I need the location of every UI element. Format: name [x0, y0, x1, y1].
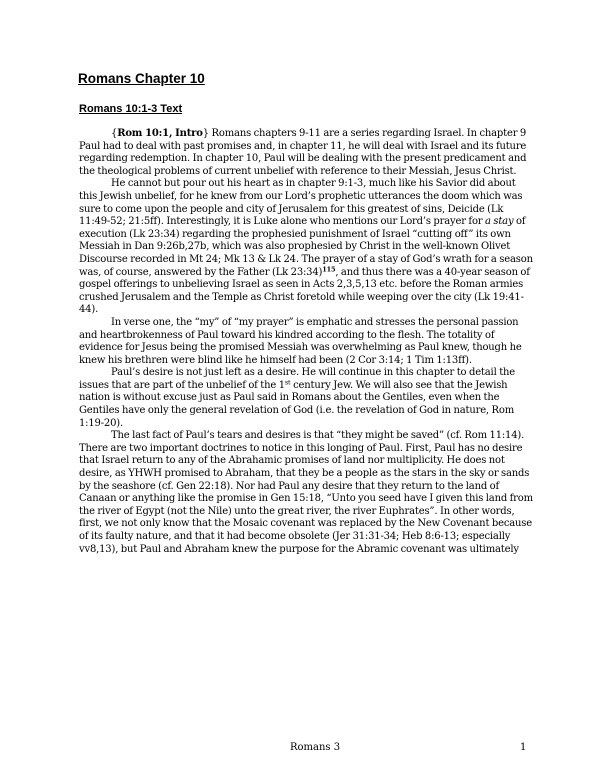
paragraph-text: of execution (Lk 23:34) regarding the prophesied punishment of Israel “cutting off” its own Messiah in Dan 9:26b,27b, which was also prophesied by Christ in the well-known Olivet Discourse recorded in Mt 24; Mk 13 & Lk 24. The prayer of a stay of God’s wrath for a season was, of course, answered by the Father (Lk 23:34): [79, 216, 533, 278]
paragraph-text: He cannot but pour out his heart as in chapter 9:1-3, much like his Savior did about this Jewish unbelief, for he knew from our Lord’s prophetic utterances the doom which was sure to come upon the people and city of Jerusalem for this greatest of sins, Deicide (Lk 11:49-52; 21:5ff). Interestingly, it is Luke alone who mentions our Lord’s prayer for: [79, 178, 523, 228]
chapter-title: Romans Chapter 10: [78, 71, 205, 86]
paragraph-text: Paul’s desire is not just left as a desire. He will continue in this chapter to detail the issues that are part of the unbelief of the 1: [79, 367, 516, 391]
close-brace: }: [202, 128, 209, 139]
paragraph-my-prayer: In verse one, the “my” of “my prayer” is emphatic and stresses the personal passion and heartbrokenness of Paul toward his kindred according to the flesh. The totality of evidence for Jesus being the promised Messiah was overwhelming as Paul knew, though he knew his brethren were blind like he himself had been (2 Cor 3:14; 1 Tim 1:13ff).: [79, 316, 522, 366]
page-number: 1: [520, 742, 527, 753]
footer-label: Romans 3: [290, 742, 341, 753]
verse-reference: Rom 10:1, Intro: [117, 128, 203, 139]
paragraph-text: Romans chapters 9-11 are a series regarding Israel. In chapter 9 Paul had to deal with past promises and, in chapter 11, he will deal with Israel and its future regarding redemption. In chapter 10, Paul will be dealing with the present predicament and the theological problems of current unbelief with reference to their Messiah, Jesus Christ.: [79, 128, 527, 177]
paragraph-pauls-desire: [79, 367, 533, 430]
paragraph-luke-prayer: [79, 178, 533, 317]
emphasis-text: a stay: [485, 216, 514, 228]
section-title: Romans 10:1-3 Text: [79, 103, 183, 115]
paragraph-text: , and thus there was a 40-year season of gospel offerings to unbelieving Israel as seen in Acts 2,3,5,13 etc. before the Roman armies crushed Jerusalem and the Temple as Christ foretold while weeping over the city (Lk 19:41-44).: [79, 266, 530, 316]
paragraph-text: century Jew. We will also see that the Jewish nation is without excuse just as Paul said in Romans about the Gentiles, even when the Gentiles have only the general revelation of God (i.e. the revelation of God in nature, Rom 1:19-20).: [79, 379, 515, 429]
paragraph-might-be-saved: The last fact of Paul’s tears and desires is that “they might be saved” (cf. Rom 11:14). There are two important doctrines to notice in this longing of Paul. First, Paul has no desire that Israel return to any of the Abrahamic promises of land nor multiplicity. He does not desire, as YHWH promised to Abraham, that they be a people as the stars in the sky or sands by the seashore (cf. Gen 22:18). Nor had Paul any desire that they return to the land of Canaan or anything like the promise in Gen 15:18, “Unto you seed have I given this land from the river of Egypt (not the Nile) unto the great river, the river Euphrates”. In other words, first, we not only know that the Mosaic covenant was replaced by the New Covenant because of its faulty nature, and that it had become obsolete (Jer 31:31-34; Heb 8:6-13; especially vv8,13), but Paul and Abraham knew the purpose for the Abramic covenant was ultimately: [79, 430, 533, 555]
footnote-marker: 115: [322, 265, 336, 274]
ordinal-suffix: st: [284, 378, 291, 387]
paragraph-intro: [79, 128, 533, 178]
body-text: [79, 128, 533, 556]
open-brace: {: [111, 128, 118, 139]
